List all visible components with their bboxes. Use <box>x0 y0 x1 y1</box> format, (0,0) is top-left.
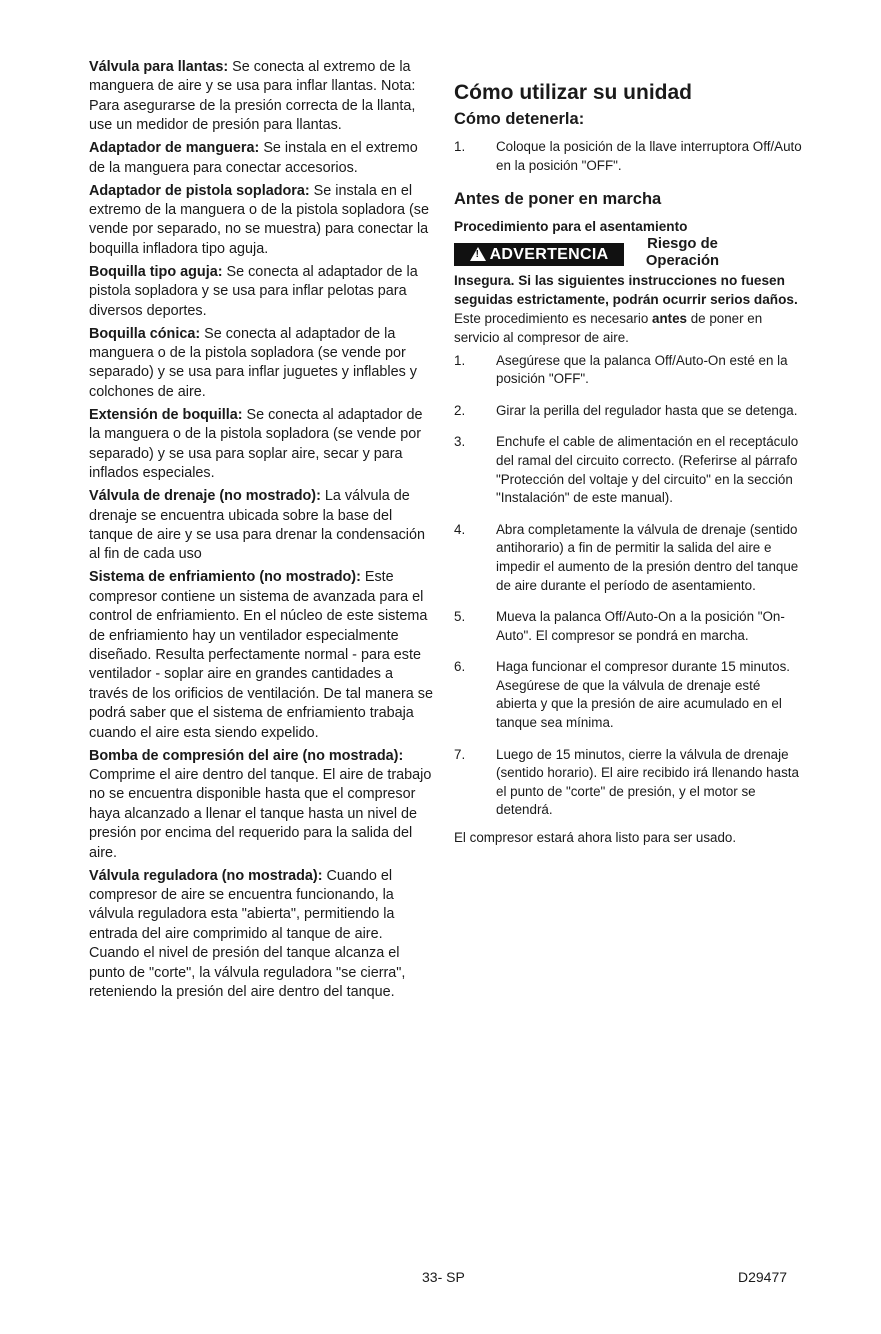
page-number: 33- SP <box>422 1269 465 1285</box>
warning-body: Insegura. Si las siguientes instrucciones no fuesen seguidas estrictamente, podrán ocurrir serios daños. <box>454 273 798 307</box>
description-text: Se instala en el extremo de la manguera para conectar accesorios. <box>89 140 418 176</box>
warning-header <box>454 236 804 270</box>
warning-triangle-icon <box>470 247 486 261</box>
description-text: Se conecta al adaptador de la pistola sopladora y se usa para inflar pelotas para diversos deportes. <box>89 263 418 319</box>
description-text: Se conecta al adaptador de la manguera o de la pistola sopladora (se vende por separado) y se usa para soplar aire, secar y para inflados especiales. <box>89 406 423 482</box>
description-extension-boquilla <box>89 406 434 484</box>
step-text: Luego de 15 minutos, cierre la válvula de drenaje (sentido horario). El aire recibido irá llenando hasta el punto de "corte" de presión, y el motor se detendrá. <box>496 746 799 818</box>
procedure-steps-list <box>454 352 804 820</box>
term: Válvula de drenaje (no mostrado): <box>89 488 321 505</box>
step-text: Girar la perilla del regulador hasta que se detenga. <box>496 402 798 418</box>
term: Válvula reguladora (no mostrada): <box>89 867 323 884</box>
step-number: 5. <box>454 609 466 625</box>
term: Sistema de enfriamiento (no mostrado): <box>89 569 361 586</box>
intro-text-end: de poner en servicio al compresor de aire. <box>454 311 763 345</box>
warning-title: Riesgo de Operación <box>645 236 720 270</box>
step-number: 1. <box>454 352 466 368</box>
step-number: 7. <box>454 746 466 762</box>
description-valvula-reguladora <box>89 867 434 1003</box>
step-text: Abra completamente la válvula de drenaje (sentido antihorario) a fin de permitir la salida del aire e impedir el aumento de la presión dentro del tanque de aire durante el período de asentamiento. <box>496 521 799 593</box>
procedure-intro <box>454 310 804 347</box>
procedure-heading: Procedimiento para el asentamiento <box>454 219 688 235</box>
term: Adaptador de pistola sopladora: <box>89 182 310 199</box>
term: Boquilla tipo aguja: <box>89 263 223 280</box>
stop-heading: Cómo detenerla: <box>454 110 585 128</box>
list-item <box>454 138 804 175</box>
list-item <box>454 433 804 507</box>
warning-badge <box>454 243 624 266</box>
term: Boquilla cónica: <box>89 325 201 342</box>
left-column <box>89 58 434 1006</box>
list-item <box>454 352 804 389</box>
step-number: 6. <box>454 659 466 675</box>
description-text: Se conecta al adaptador de la manguera o de la pistola sopladora (se vende por separado) y se usa para inflar juguetes y inflables y colchones de aire. <box>89 325 417 400</box>
stop-steps-list <box>454 138 804 175</box>
step-number: 2. <box>454 402 466 418</box>
description-sistema-enfriamiento <box>89 568 434 743</box>
step-text: Mueva la palanca Off/Auto-On a la posición "On-Auto". El compresor se pondrá en marcha. <box>496 609 785 643</box>
step-number: 4. <box>454 521 466 537</box>
document-number: D29477 <box>738 1269 788 1285</box>
list-item <box>454 746 804 820</box>
term: Válvula para llantas: <box>89 59 229 75</box>
description-text: Cuando el compresor de aire se encuentra funcionando, la válvula reguladora esta "abierta", permitiendo la entrada del aire comprimido al tanque de aire. Cuando el nivel de presión del tanque alcanza el punto de "corte", la válvula reguladora "se cierra", reteniendo la presión del aire dentro del tanque. <box>89 867 406 1001</box>
right-column <box>454 58 804 851</box>
description-text: Comprime el aire dentro del tanque. El aire de trabajo no se encuentra disponible hasta que el compresor haya alcanzado a llenar el tanque hasta un nivel de presión por encima del requerido para la salida del aire. <box>89 766 432 861</box>
term: Extensión de boquilla: <box>89 406 243 423</box>
intro-text: Este procedimiento es necesario <box>454 311 652 327</box>
list-item <box>454 402 804 421</box>
description-valvula-drenaje <box>89 487 434 565</box>
step-text: Coloque la posición de la llave interruptora Off/Auto en la posición "OFF". <box>496 139 802 173</box>
description-text: Este compresor contiene un sistema de avanzada para el control de enfriamiento. En el núcleo de este sistema de enfriamiento hay un ventilador especialmente diseñado. Resulta perfectamente normal - para este ventilador - soplar aire en grandes cantidades a través de los orificios de ventilación. De tal manera se podrá saber que el sistema de enfriamiento trabaja cuando el aire esta siendo expelido. <box>89 569 433 741</box>
description-boquilla-conica <box>89 325 434 403</box>
description-text: Se instala en el extremo de la manguera o de la pistola sopladora (se vende por separado, no se muestra) para conectar la boquilla infladora tipo aguja. <box>89 182 429 257</box>
term: Adaptador de manguera: <box>89 140 260 157</box>
step-text: Haga funcionar el compresor durante 15 minutos. Asegúrese de que la válvula de drenaje esté abierta y que la presión de aire acumulado en el tanque sea mínima. <box>496 659 791 731</box>
description-boquilla-aguja <box>89 263 434 321</box>
description-bomba-compresion <box>89 747 434 863</box>
closing-text: El compresor estará ahora listo para ser usado. <box>454 830 737 846</box>
step-number: 3. <box>454 434 466 450</box>
section-title: Cómo utilizar su unidad <box>454 81 693 104</box>
description-adaptador-pistola <box>89 182 434 260</box>
start-heading: Antes de poner en marcha <box>454 190 662 209</box>
intro-emphasis: antes <box>652 311 687 327</box>
description-text: La válvula de drenaje se encuentra ubicada sobre la base del tanque de aire y se usa para drenar la condensación al fin de cada uso <box>89 488 426 563</box>
list-item <box>454 658 804 732</box>
description-text: Se conecta al extremo de la manguera de aire y se usa para inflar llantas. Nota: Para asegurarse de la presión correcta de la llanta, use un medidor de presión para llantas. <box>89 59 416 134</box>
list-item <box>454 521 804 595</box>
term: Bomba de compresión del aire (no mostrada): <box>89 747 404 764</box>
list-item <box>454 608 804 645</box>
step-text: Enchufe el cable de alimentación en el receptáculo del ramal del circuito correcto. (Referirse al párrafo "Protección del voltaje y del circuito" en la sección "Instalación" de este manual). <box>496 434 799 506</box>
description-adaptador-manguera <box>89 139 434 178</box>
step-number: 1. <box>454 139 466 154</box>
warning-badge-label: ADVERTENCIA <box>489 246 609 264</box>
description-valvula-llantas <box>89 58 434 136</box>
step-text: Asegúrese que la palanca Off/Auto-On esté en la posición "OFF". <box>496 352 788 387</box>
